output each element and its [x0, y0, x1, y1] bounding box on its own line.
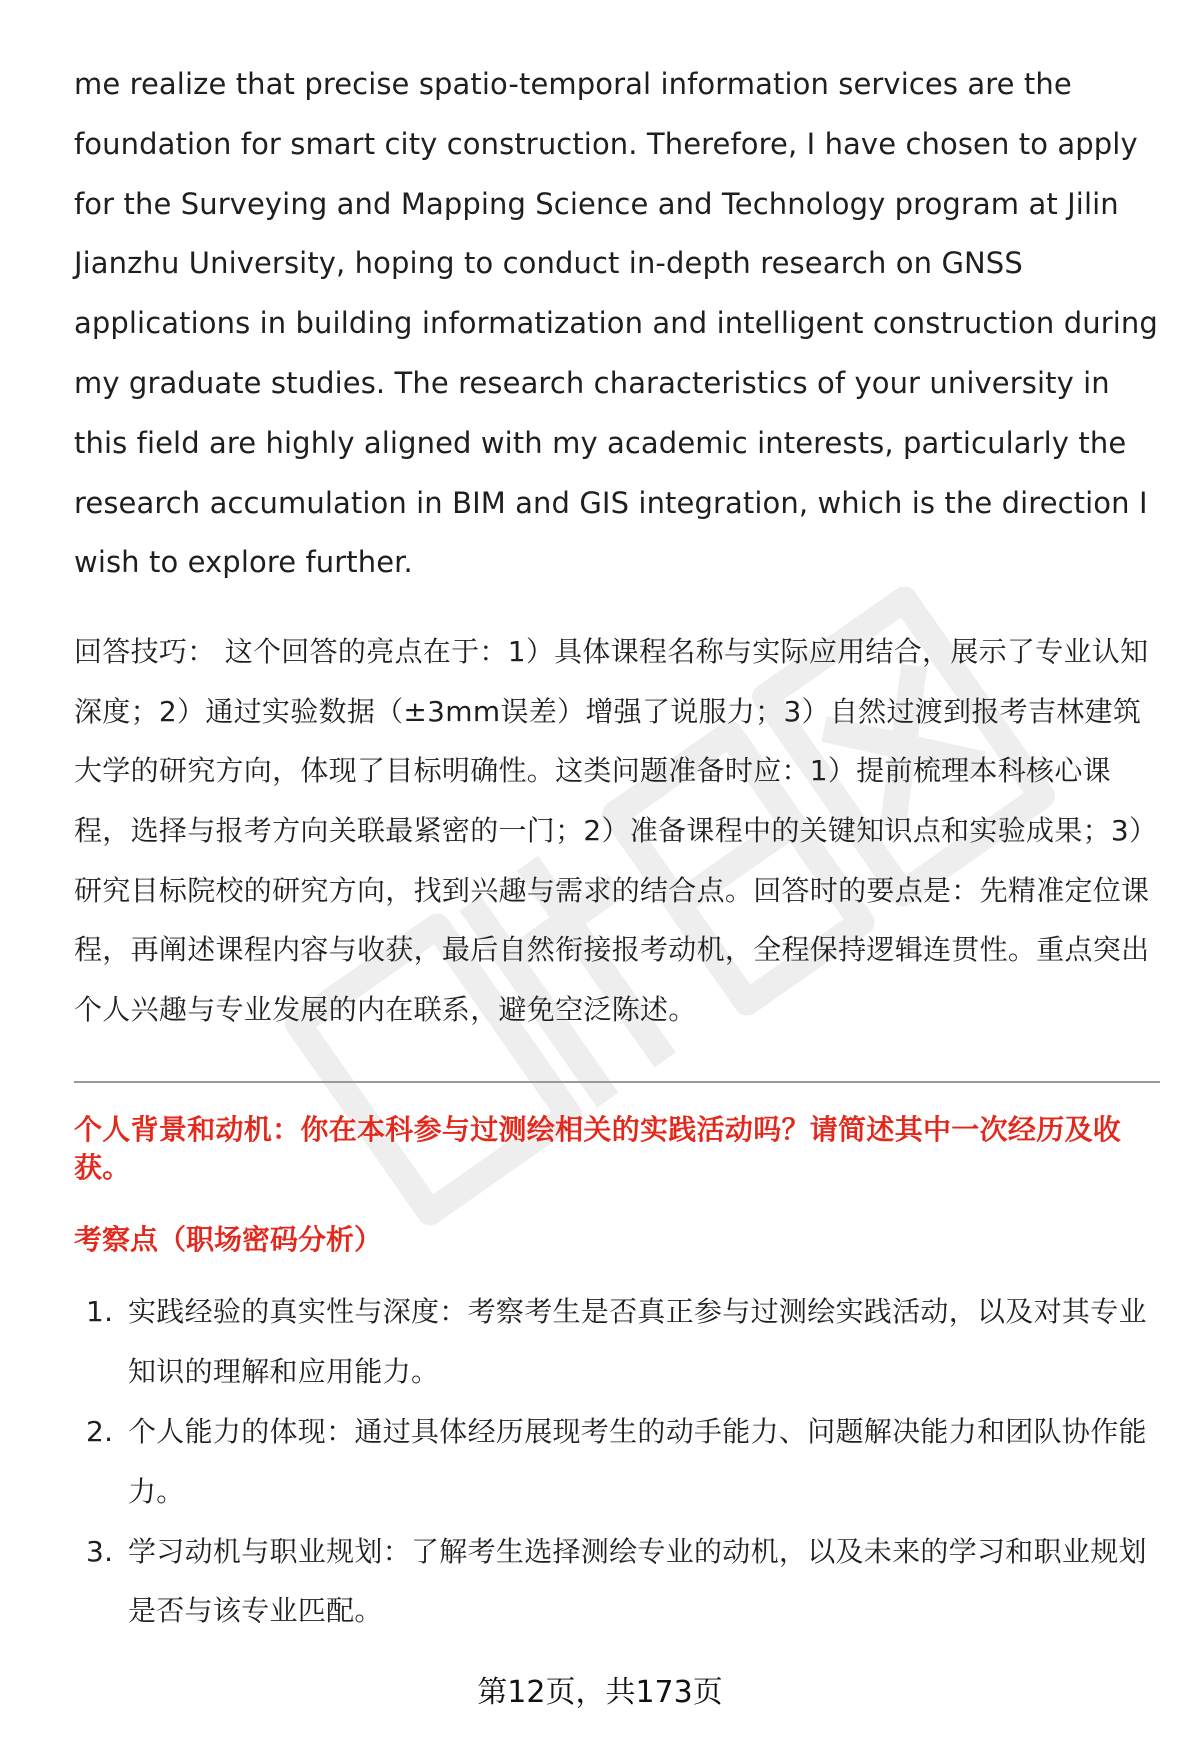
section-title: 考察点（职场密码分析）	[74, 1223, 383, 1257]
list-item	[74, 1402, 1160, 1522]
list-item	[74, 1282, 1160, 1402]
list-item-number: 3.	[86, 1534, 114, 1568]
page-number: 第12页，共173页	[477, 1675, 723, 1710]
answer-tips-paragraph: 回答技巧： 这个回答的亮点在于：1）具体课程名称与实际应用结合，展示了专业认知深度；2）通过实验数据（±3mm误差）增强了说服力；3）自然过渡到报考吉林建筑大学的研究方向，体现了目标明确性。这类问题准备时应：1）提前梳理本科核心课程，选择与报考方向关联最紧密的一门；2）准备课程中的关键知识点和实验成果；3）研究目标院校的研究方向，找到兴趣与需求的结合点。回答时的要点是：先精准定位课程，再阐述课程内容与收获，最后自然衔接报考动机，全程保持逻辑连贯性。重点突出个人兴趣与专业发展的内在联系，避免空泛陈述。	[74, 635, 1158, 1026]
list-item	[74, 1522, 1160, 1642]
list-item-text: 学习动机与职业规划：了解考生选择测绘专业的动机，以及未来的学习和职业规划是否与该专业匹配。	[128, 1534, 1147, 1628]
list-item-number: 1.	[86, 1295, 114, 1329]
evaluation-points-list	[74, 1282, 1160, 1641]
list-item-text: 实践经验的真实性与深度：考察考生是否真正参与过测绘实践活动，以及对其专业知识的理解和应用能力。	[128, 1295, 1147, 1389]
question-heading: 个人背景和动机：你在本科参与过测绘相关的实践活动吗？请简述其中一次经历及收获。	[74, 1113, 1122, 1185]
section-divider	[74, 1081, 1160, 1083]
english-paragraph: me realize that precise spatio-temporal information services are the foundation for smart city construction. Therefore, I have chosen to apply for the Surveying and Mapping Science and Technology program at Jilin Jianzhu University, hoping to conduct in-depth research on GNSS applications in building informatization and intelligent construction during my graduate studies. The research characteristics of your university in this field are highly aligned with my academic interests, particularly the research accumulation in BIM and GIS integration, which is the direction I wish to explore further.	[74, 67, 1158, 580]
list-item-number: 2.	[86, 1414, 114, 1448]
content-area	[74, 55, 1160, 1641]
list-item-text: 个人能力的体现：通过具体经历展现考生的动手能力、问题解决能力和团队协作能力。	[128, 1414, 1147, 1508]
